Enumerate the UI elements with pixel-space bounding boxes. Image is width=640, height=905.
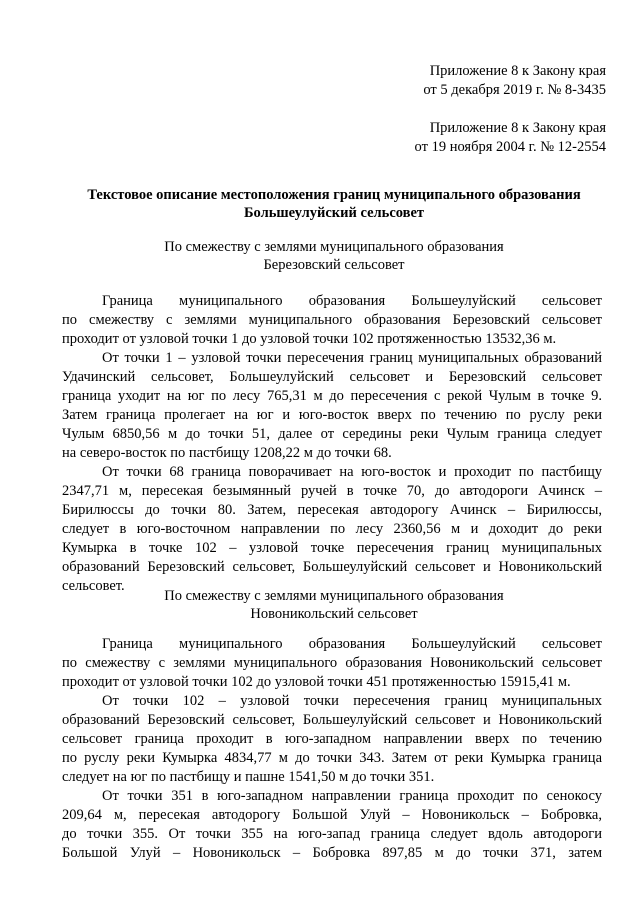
text-line: От точки 351 в юго-западном направлении граница проходит по сенокосу [102,788,602,804]
text-line: по смежеству с землями муниципального образования Березовский сельсовет [62,312,602,328]
appendix-note-original [415,119,606,157]
paragraph [62,692,602,787]
text-line: образований Березовский сельсовет, Большеулуйский сельсовет и Новоникольский [62,559,602,575]
appendix-note-current [423,62,606,100]
text-line: От точки 1 – узловой точки пересечения границ муниципальных образований [102,350,602,366]
heading-line: По смежеству с землями муниципального образования [164,239,504,255]
text-line: по смежеству с землями муниципального образования Новоникольский сельсовет [62,655,602,671]
text-line: до точки 355. От точки 355 на юго-запад граница следует вдоль автодороги [62,826,602,842]
paragraph [62,349,602,463]
title-line: Текстовое описание местоположения границ муниципального образования [87,187,581,203]
paragraph [62,463,602,596]
text-line: От точки 102 – узловой точки пересечения границ муниципальных [102,693,602,709]
document-title [60,186,608,222]
text-line: проходит от узловой точки 1 до узловой точки 102 протяженностью 13532,36 м. [62,331,557,347]
text-line: Граница муниципального образования Большеулуйский сельсовет [102,636,602,652]
appendix-date-line: от 19 ноября 2004 г. № 12-2554 [414,139,606,155]
text-line: граница уходит на юг по лесу 765,31 м до пересечения с рекой Чулым в точке 9. [62,388,602,404]
heading-line: По смежеству с землями муниципального образования [164,588,504,604]
heading-line: Новоникольский сельсовет [250,606,418,622]
text-line: сельсовет. [62,578,125,594]
text-line: по руслу реки Кумырка 4834,77 м до точки 343. Затем от реки Кумырка граница [62,750,602,766]
text-line: Большой Улуй – Новоникольск – Бобровка 897,85 м до точки 371, затем [62,845,602,861]
text-line: Затем граница пролегает на юг и юго-восток вверх по течению по руслу реки [62,407,602,423]
title-line: Большеулуйский сельсовет [243,205,425,221]
text-line: Кумырка в точке 102 – узловой точке пересечения границ муниципальных [62,540,602,556]
paragraph [62,787,602,863]
appendix-line: Приложение 8 к Закону края [429,120,606,136]
text-line: 209,64 м, пересекая автодорогу Большой Улуй – Новоникольск – Бобровка, [62,807,602,823]
text-line: проходит от узловой точки 102 до узловой точки 451 протяженностью 15915,41 м. [62,674,571,690]
appendix-date-line: от 5 декабря 2019 г. № 8-3435 [423,82,606,98]
text-line: Бирилюссы до точки 80. Затем, пересекая автодорогу Ачинск – Бирилюссы, [62,502,602,518]
text-line: образований Березовский сельсовет, Большеулуйский сельсовет и Новоникольский [62,712,602,728]
section-heading-berezovsky [60,238,608,274]
text-line: Граница муниципального образования Большеулуйский сельсовет [102,293,602,309]
text-line: следует на юг по пастбищу и пашне 1541,50 м до точки 351. [62,769,435,785]
section-heading-novonikolsky [60,587,608,623]
heading-line: Березовский сельсовет [263,257,405,273]
text-line: сельсовет граница проходит в юго-западном направлении вверх по течению [62,731,602,747]
text-line: Удачинский сельсовет, Большеулуйский сельсовет и Березовский сельсовет [62,369,602,385]
paragraph [62,635,602,692]
text-line: От точки 68 граница поворачивает на юго-восток и проходит по пастбищу [102,464,602,480]
paragraph [62,292,602,349]
text-line: следует в юго-восточном направлении по лесу 2360,56 м и доходит до реки [62,521,602,537]
appendix-line: Приложение 8 к Закону края [429,63,606,79]
text-line: Чулым 6850,56 м до точки 51, далее от середины реки Чулым граница следует [62,426,602,442]
text-line: на северо-восток по пастбищу 1208,22 м до точки 68. [62,445,392,461]
text-line: 2347,71 м, пересекая безымянный ручей в точке 70, до автодороги Ачинск – [62,483,602,499]
